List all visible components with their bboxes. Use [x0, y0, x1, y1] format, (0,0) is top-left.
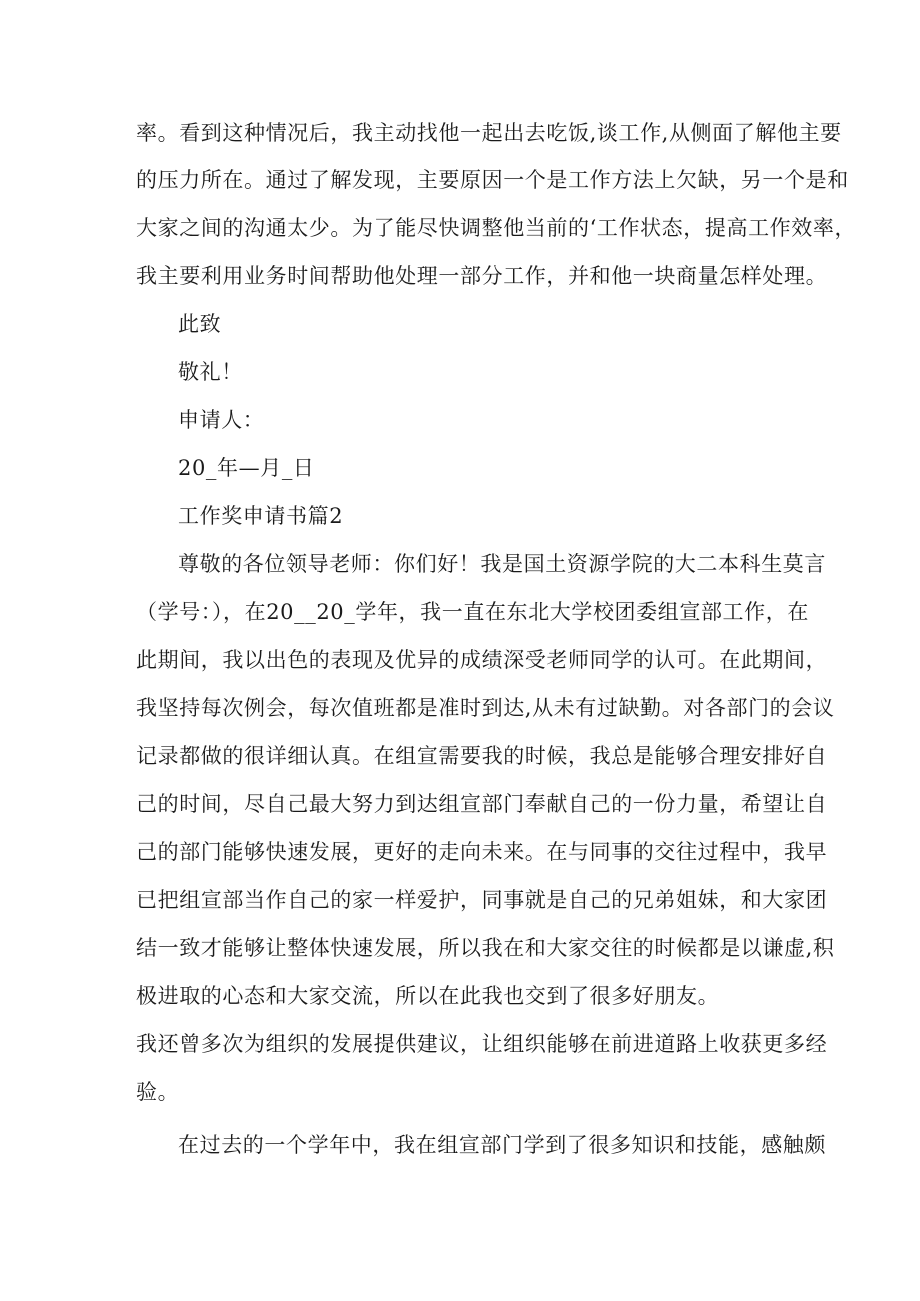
paragraph-2-line-3: 此期间，我以出色的表现及优异的成绩深受老师同学的认可。在此期间， — [136, 648, 828, 672]
salutation-jing-li: 敬礼！ — [178, 360, 243, 384]
paragraph-2-line-10: 极进取的心态和大家交流，所以在此我也交到了很多好朋友。 — [136, 984, 720, 1008]
paragraph-1-line-1: 率。看到这种情况后，我主动找他一起出去吃饭,谈工作,从侧面了解他主要 — [136, 121, 842, 145]
paragraph-2-line-6: 己的时间，尽自己最大努力到达组宣部门奉献自己的一份力量，希望让自 — [136, 792, 828, 816]
date-line: 20_年—月_日 — [178, 456, 315, 480]
paragraph-2-line-5: 记录都做的很详细认真。在组宣需要我的时候，我总是能够合理安排好自 — [136, 744, 828, 768]
paragraph-1-line-4: 我主要利用业务时间帮助他处理一部分工作，并和他一块商量怎样处理。 — [136, 264, 828, 288]
paragraph-1-line-2: 的压力所在。通过了解发现，主要原因一个是工作方法上欠缺，另一个是和 — [136, 168, 849, 192]
paragraph-4-line-1: 在过去的一个学年中，我在组宣部门学到了很多知识和技能，感触颇 — [178, 1133, 826, 1157]
paragraph-2-line-9: 结一致才能够让整体快速发展，所以我在和大家交往的时候都是以谦虚,积 — [136, 936, 835, 960]
paragraph-3-line-2: 验。 — [136, 1080, 180, 1104]
paragraph-3-line-1: 我还曾多次为组织的发展提供建议，让组织能够在前进道路上收获更多经 — [136, 1032, 828, 1056]
paragraph-1-line-3: 大家之间的沟通太少。为了能尽快调整他当前的‘工作状态，提高工作效率， — [136, 216, 857, 240]
salutation-ci-zhi: 此致 — [178, 312, 222, 336]
paragraph-2-line-1: 尊敬的各位领导老师：你们好！我是国土资源学院的大二本科生莫言 — [178, 552, 826, 576]
paragraph-2-line-7: 己的部门能够快速发展，更好的走向未来。在与同事的交往过程中，我早 — [136, 840, 828, 864]
section-title: 工作奖申请书篇2 — [178, 504, 344, 528]
paragraph-2-line-8: 已把组宣部当作自己的家一样爱护，同事就是自己的兄弟姐妹，和大家团 — [136, 888, 828, 912]
applicant-label: 申请人： — [178, 408, 265, 432]
paragraph-2-line-4: 我坚持每次例会，每次值班都是准时到达,从未有过缺勤。对各部门的会议 — [136, 696, 835, 720]
paragraph-2-line-2: （学号：），在20__20_学年，我一直在东北大学校团委组宣部工作，在 — [136, 600, 809, 624]
